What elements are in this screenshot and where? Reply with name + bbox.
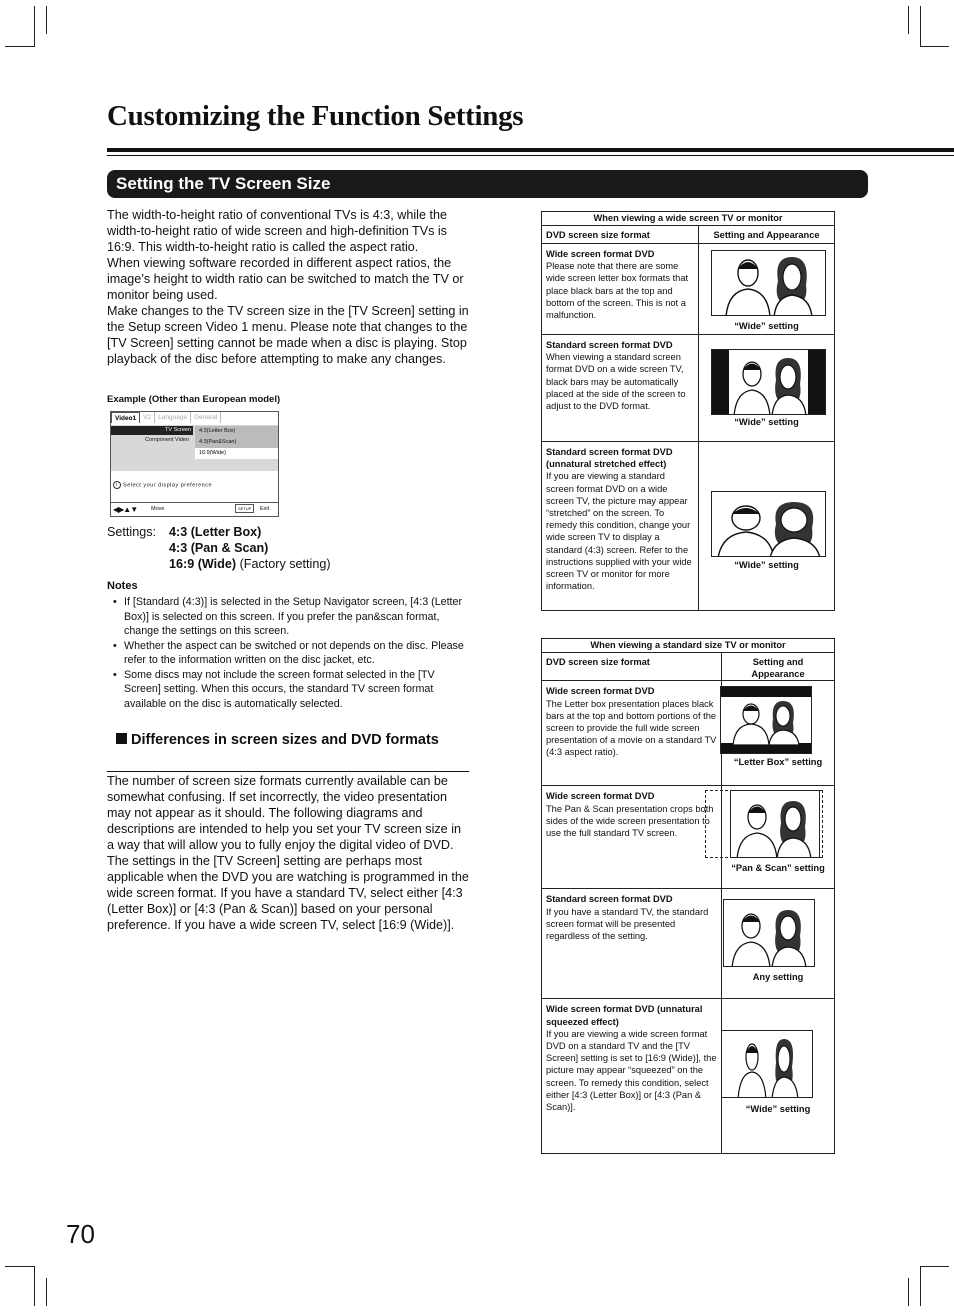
wide-tv-illustration	[711, 491, 826, 557]
setup-row-tv-screen: TV Screen	[111, 426, 193, 435]
table-caption: When viewing a standard size TV or monitor	[542, 639, 835, 653]
crop-mark	[34, 6, 35, 46]
couple-image	[712, 350, 826, 415]
arrow-keys-icon: ◀▶▲▼	[113, 505, 138, 514]
standard-tv-table	[541, 638, 835, 1154]
footer-move: Move	[151, 506, 165, 512]
setup-option: 4:3(Pan&Scan)	[199, 439, 237, 445]
row-text: If you are viewing a wide screen format DVD on a standard TV and the [TV Screen] setting is set to [16:9 (Wide)], the picture may appear “squeezed” on the screen. To remedy this condition, select either [4:3 (Letter Box)] or [4:3 (Pan & Scan)].	[546, 1028, 717, 1113]
row-title: Standard screen format DVD	[546, 340, 673, 350]
crop-mark	[5, 46, 35, 47]
setting-caption: Any setting	[752, 972, 804, 983]
crop-mark	[908, 1278, 909, 1306]
couple-image	[724, 900, 815, 967]
table-row-description	[542, 889, 722, 999]
table-row-description	[542, 335, 699, 442]
standard-illustration	[723, 899, 815, 967]
page-title: Customizing the Function Settings	[107, 100, 524, 132]
setup-tabs	[111, 412, 221, 423]
settings-label: Settings:	[107, 525, 157, 539]
title-rule-thin	[107, 155, 954, 156]
table-row-description	[542, 442, 699, 611]
setting-caption: “Wide” setting	[734, 321, 799, 331]
row-text: The Letter box presentation places black bars at the top and bottom portions of the screen to provide the full wide screen presentation of a movie on a standard TV (4:3 aspect ratio).	[546, 698, 717, 758]
crop-mark	[46, 6, 47, 34]
differences-paragraph: The number of screen size formats currently available can be somewhat confusing. If set incorrectly, the video presentation may not appear as it should. The following diagrams and descriptions are intended to help you set your TV screen size in a way that will allow you to fully enjoy the digital video of DVD.	[107, 774, 461, 852]
footer-setup-key: SETUP	[235, 504, 254, 513]
letterbox-illustration	[720, 686, 812, 754]
row-title: Wide screen format DVD	[546, 686, 655, 697]
table-row-description	[542, 681, 722, 786]
tab-video1: Video1	[111, 412, 140, 423]
crop-mark	[34, 1266, 35, 1306]
note-item: • Some discs may not include the screen format selected in the [TV Screen] setting. When this occurs, the standard TV screen format available on the disc is automatically selected.	[107, 668, 471, 712]
setup-message	[113, 481, 212, 489]
row-text: When viewing a standard screen format DVD on a wide screen TV, black bars may be automatically placed at the side of the screen to adjust to the DVD format.	[546, 352, 686, 412]
setup-footer	[111, 502, 278, 516]
wide-tv-illustration	[711, 250, 826, 316]
note-item: • Whether the aspect can be switched or not depends on the disc. Please refer to the information written on the disc jacket, etc.	[107, 639, 471, 668]
table-row-figure	[699, 244, 835, 335]
squeezed-couple-image	[722, 1031, 813, 1098]
tab-language: Language	[155, 412, 191, 423]
setting-wide: 16:9 (Wide)	[169, 557, 237, 571]
crop-mark	[920, 1266, 949, 1267]
title-rule	[107, 148, 954, 152]
table-row-figure	[722, 681, 835, 786]
couple-image	[721, 687, 812, 754]
couple-image	[731, 791, 820, 858]
differences-text	[107, 773, 471, 933]
setting-caption: “Pan & Scan” setting	[731, 863, 825, 874]
info-icon: i	[113, 481, 121, 489]
table-row-figure	[699, 335, 835, 442]
crop-mark	[5, 1266, 35, 1267]
row-text: Please note that there are some wide screen letter box formats that place black bars at the top and bottom of the screen. This is not a malfunction.	[546, 261, 689, 321]
setting-caption: “Wide” setting	[734, 417, 799, 427]
differences-heading-text: Differences in screen sizes and DVD formats	[131, 732, 439, 748]
row-text: If you are viewing a standard screen format DVD on a wide screen TV, the picture may appear “stretched” on the screen. To remedy this condition, change your wide screen TV to display a standard (4:3) screen. Refer to the instructions supplied with your wide screen TV or monitor for more information.	[546, 471, 692, 592]
column-header: Setting and Appearance	[699, 226, 835, 244]
row-title: Standard screen format DVD (unnatural stretched effect)	[546, 447, 673, 470]
table-row-description	[542, 786, 722, 889]
setting-letter-box: 4:3 (Letter Box)	[169, 525, 262, 539]
setup-option-selected: 16:9(Wide)	[195, 448, 278, 459]
column-header: Setting and Appearance	[722, 653, 835, 681]
example-label: Example (Other than European model)	[107, 394, 281, 405]
square-bullet-icon	[116, 733, 127, 744]
setup-message-text: Select your display preference	[123, 482, 213, 489]
differences-rule	[107, 771, 469, 772]
intro-paragraph: The width-to-height ratio of conventional TVs is 4:3, while the width-to-height ratio of wide screen and high-definition TVs is 16:9. This width-to-height ratio is called the aspect ratio.	[107, 208, 447, 254]
factory-setting-note: (Factory setting)	[239, 557, 331, 571]
row-title: Wide screen format DVD	[546, 249, 655, 259]
notes-heading: Notes	[107, 580, 138, 592]
table-row-description	[542, 244, 699, 335]
tab-v2: V2	[140, 412, 155, 423]
row-title: Standard screen format DVD	[546, 894, 673, 905]
differences-paragraph: The settings in the [TV Screen] setting are perhaps most applicable when the DVD you are watching is programmed in the wide screen format. If you have a standard TV, select either [4:3 (Letter Box)] or [4:3 (Pan & Scan)] based on your personal preference. If you have a wide screen TV, select [16:9 (Wide)].	[107, 854, 469, 932]
setting-caption: “Wide” setting	[734, 560, 799, 570]
wide-tv-illustration	[711, 349, 826, 415]
setup-options	[195, 426, 278, 459]
row-text: If you have a standard TV, the standard screen format will be presented regardless of the setting.	[546, 906, 709, 942]
row-title: Wide screen format DVD	[546, 791, 655, 802]
row-text: The Pan & Scan presentation crops both sides of the wide screen presentation to use the full standard TV screen.	[546, 803, 714, 839]
crop-mark	[920, 1266, 921, 1306]
table-row-description	[542, 999, 722, 1154]
footer-exit: Exit	[260, 506, 270, 512]
table-caption: When viewing a wide screen TV or monitor	[542, 212, 835, 226]
pan-scan-illustration	[730, 790, 820, 858]
setup-row-component-video: Component Video	[145, 437, 189, 443]
table-row-figure	[722, 999, 835, 1154]
tab-general: General	[191, 412, 221, 423]
column-header: DVD screen size format	[542, 226, 699, 244]
couple-image	[712, 251, 826, 316]
page-number: 70	[66, 1219, 95, 1249]
stretched-couple-image	[712, 492, 826, 557]
setup-option: 4:3(Letter Box)	[199, 428, 236, 434]
settings-values	[169, 524, 331, 572]
notes-list	[107, 595, 471, 711]
crop-mark	[920, 6, 921, 46]
differences-heading	[116, 731, 468, 750]
table-row-figure	[722, 889, 835, 999]
table-row-figure	[699, 442, 835, 611]
setting-caption: “Letter Box” setting	[733, 757, 823, 768]
column-header: DVD screen size format	[542, 653, 722, 681]
note-item: • If [Standard (4:3)] is selected in the Setup Navigator screen, [4:3 (Letter Box)] is selected on this screen. If you prefer the pan&scan format, change the settings on this screen.	[107, 595, 471, 639]
setting-caption: “Wide” setting	[745, 1104, 811, 1115]
crop-mark	[908, 6, 909, 34]
intro-paragraph: When viewing software recorded in different aspect ratios, the image’s height to width ratio can be switched to match the TV or monitor being used.	[107, 256, 464, 302]
squeezed-illustration	[721, 1030, 813, 1098]
section-heading: Setting the TV Screen Size	[107, 170, 868, 198]
row-title: Wide screen format DVD (unnatural squeezed effect)	[546, 1004, 703, 1027]
setup-screen-example	[110, 411, 279, 517]
table-row-figure	[722, 786, 835, 889]
setting-pan-scan: 4:3 (Pan & Scan)	[169, 541, 269, 555]
intro-paragraph: Make changes to the TV screen size in the [TV Screen] setting in the Setup screen Video 1 menu. Please note that changes to the [TV Screen] setting cannot be made when a disc is playing. Stop playback of the disc before attempting to make any changes.	[107, 304, 469, 366]
crop-mark	[46, 1278, 47, 1306]
intro-text	[107, 207, 471, 367]
wide-tv-table	[541, 211, 835, 611]
crop-mark	[920, 46, 949, 47]
